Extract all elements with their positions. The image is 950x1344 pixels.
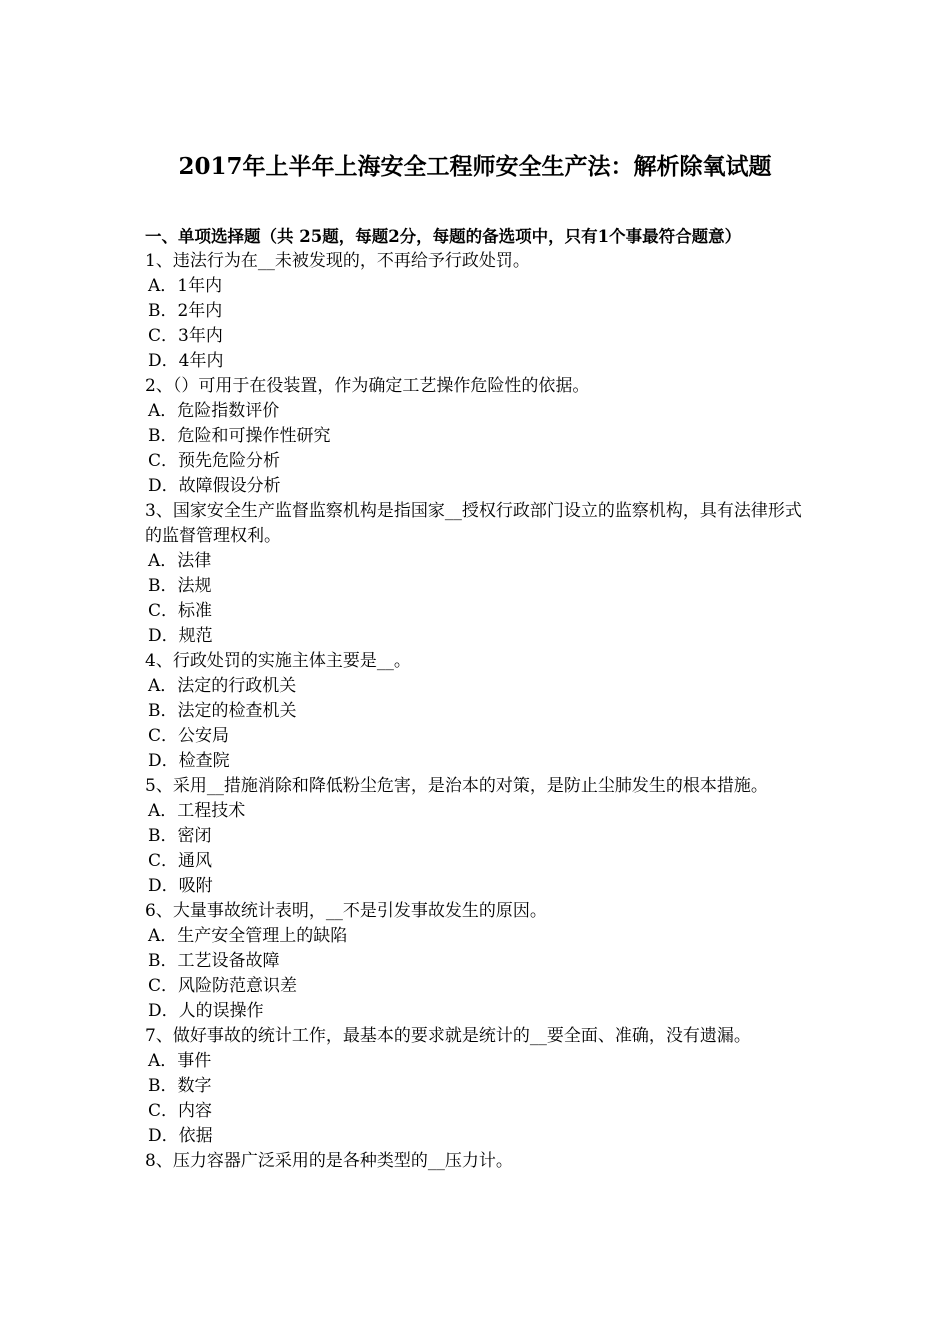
question-4 <box>145 649 815 774</box>
option-b: B．数字 <box>148 1076 212 1096</box>
option-b: B．法规 <box>148 576 212 596</box>
question-text: 5、采用__措施消除和降低粉尘危害，是治本的对策，是防止尘肺发生的根本措施。 <box>145 776 768 796</box>
document-body <box>145 224 815 1174</box>
option-d: D．4年内 <box>148 351 224 371</box>
question-text: 3、国家安全生产监督监察机构是指国家__授权行政部门设立的监察机构，具有法律形式的监督管理权利。 <box>145 501 802 546</box>
option-a: A．法定的行政机关 <box>148 676 297 696</box>
question-5 <box>145 774 815 899</box>
question-text: 7、做好事故的统计工作，最基本的要求就是统计的__要全面、准确，没有遗漏。 <box>145 1026 751 1046</box>
option-a: A．生产安全管理上的缺陷 <box>148 926 348 946</box>
option-a: A．工程技术 <box>148 801 246 821</box>
option-c: C．标准 <box>148 601 213 621</box>
section-heading: 一、单项选择题（共 25题，每题2分，每题的备选项中，只有1个事最符合题意） <box>145 227 742 246</box>
question-7 <box>145 1024 815 1149</box>
option-a: A．法律 <box>148 551 212 571</box>
option-d: D．依据 <box>148 1126 213 1146</box>
option-a: A．事件 <box>148 1051 212 1071</box>
option-d: D．故障假设分析 <box>148 476 281 496</box>
option-d: D．吸附 <box>148 876 213 896</box>
option-c: C．3年内 <box>148 326 223 346</box>
option-d: D．规范 <box>148 626 213 646</box>
question-3 <box>145 499 815 649</box>
question-8 <box>145 1149 815 1174</box>
question-text: 1、违法行为在__未被发现的，不再给予行政处罚。 <box>145 251 530 271</box>
option-c: C．内容 <box>148 1101 213 1121</box>
question-2 <box>145 374 815 499</box>
question-text: 4、行政处罚的实施主体主要是__。 <box>145 651 411 671</box>
option-d: D．人的误操作 <box>148 1001 264 1021</box>
option-b: B．工艺设备故障 <box>148 951 280 971</box>
option-c: C．风险防范意识差 <box>148 976 298 996</box>
document-title: 2017年上半年上海安全工程师安全生产法：解析除氧试题 <box>178 153 772 180</box>
question-text: 6、大量事故统计表明，__不是引发事故发生的原因。 <box>145 901 547 921</box>
question-text: 8、压力容器广泛采用的是各种类型的__压力计。 <box>145 1151 513 1171</box>
option-b: B．危险和可操作性研究 <box>148 426 331 446</box>
option-c: C．通风 <box>148 851 213 871</box>
option-d: D．检查院 <box>148 751 230 771</box>
question-1 <box>145 249 815 374</box>
option-c: C．预先危险分析 <box>148 451 281 471</box>
question-6 <box>145 899 815 1024</box>
option-b: B．密闭 <box>148 826 212 846</box>
option-c: C．公安局 <box>148 726 230 746</box>
option-b: B．法定的检查机关 <box>148 701 297 721</box>
option-b: B．2年内 <box>148 301 223 321</box>
question-text: 2、（）可用于在役装置，作为确定工艺操作危险性的依据。 <box>145 376 590 396</box>
option-a: A．危险指数评价 <box>148 401 280 421</box>
option-a: A．1年内 <box>148 276 223 296</box>
